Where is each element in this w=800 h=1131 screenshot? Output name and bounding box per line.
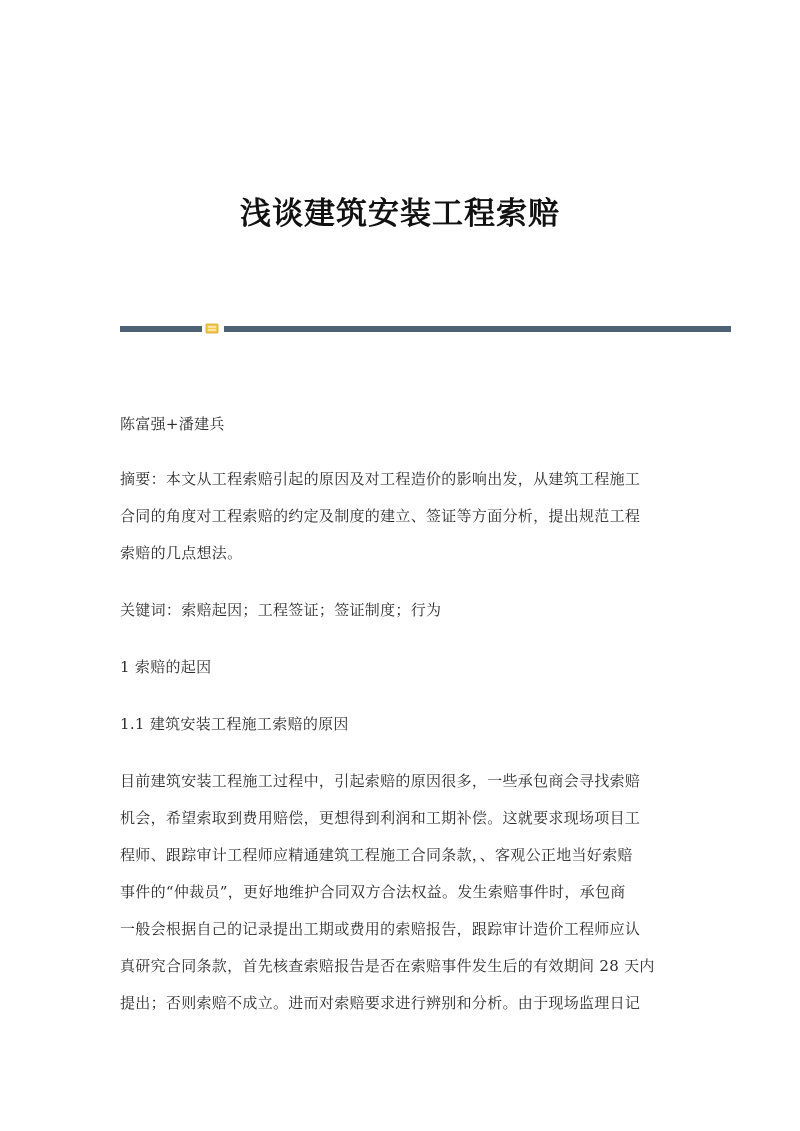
- abstract-line: 合同的角度对工程索赔的约定及制度的建立、签证等方面分析，提出规范工程: [120, 507, 641, 525]
- body-line: 机会，希望索取到费用赔偿，更想得到利润和工期补偿。这就要求现场项目工: [120, 809, 641, 827]
- body-line: 一般会根据自己的记录提出工期或费用的索赔报告，跟踪审计造价工程师应认: [120, 920, 641, 938]
- section-heading-1-1: 1.1 建筑安装工程施工索赔的原因: [120, 715, 349, 733]
- section-heading-1: 1 索赔的起因: [120, 658, 212, 676]
- abstract-line: 索赔的几点想法。: [120, 544, 243, 562]
- title-rule-left: [120, 326, 202, 332]
- abstract: [120, 461, 680, 572]
- body-line: 程师、跟踪审计工程师应精通建筑工程施工合同条款，、客观公正地当好索赔: [120, 846, 633, 864]
- document-title: 浅谈建筑安装工程索赔: [240, 196, 560, 232]
- rule-ornament-icon: [205, 323, 219, 334]
- abstract-line: 摘要：本文从工程索赔引起的原因及对工程造价的影响出发，从建筑工程施工: [120, 470, 641, 488]
- body-line: 提出；否则索赔不成立。进而对索赔要求进行辨别和分析。由于现场监理日记: [120, 994, 641, 1012]
- document-body: [120, 406, 680, 1022]
- body-line: 事件的“仲裁员”，更好地维护合同双方合法权益。发生索赔事件时，承包商: [120, 883, 626, 901]
- title-rule-right: [224, 326, 731, 332]
- authors: 陈富强+潘建兵: [120, 415, 225, 433]
- body-line: 目前建筑安装工程施工过程中，引起索赔的原因很多，一些承包商会寻找索赔: [120, 772, 641, 790]
- body-paragraph: [120, 763, 680, 1022]
- keywords: 关键词：索赔起因；工程签证；签证制度；行为: [120, 601, 442, 619]
- body-line: 真研究合同条款，首先核查索赔报告是否在索赔事件发生后的有效期间 28 天内: [120, 957, 655, 975]
